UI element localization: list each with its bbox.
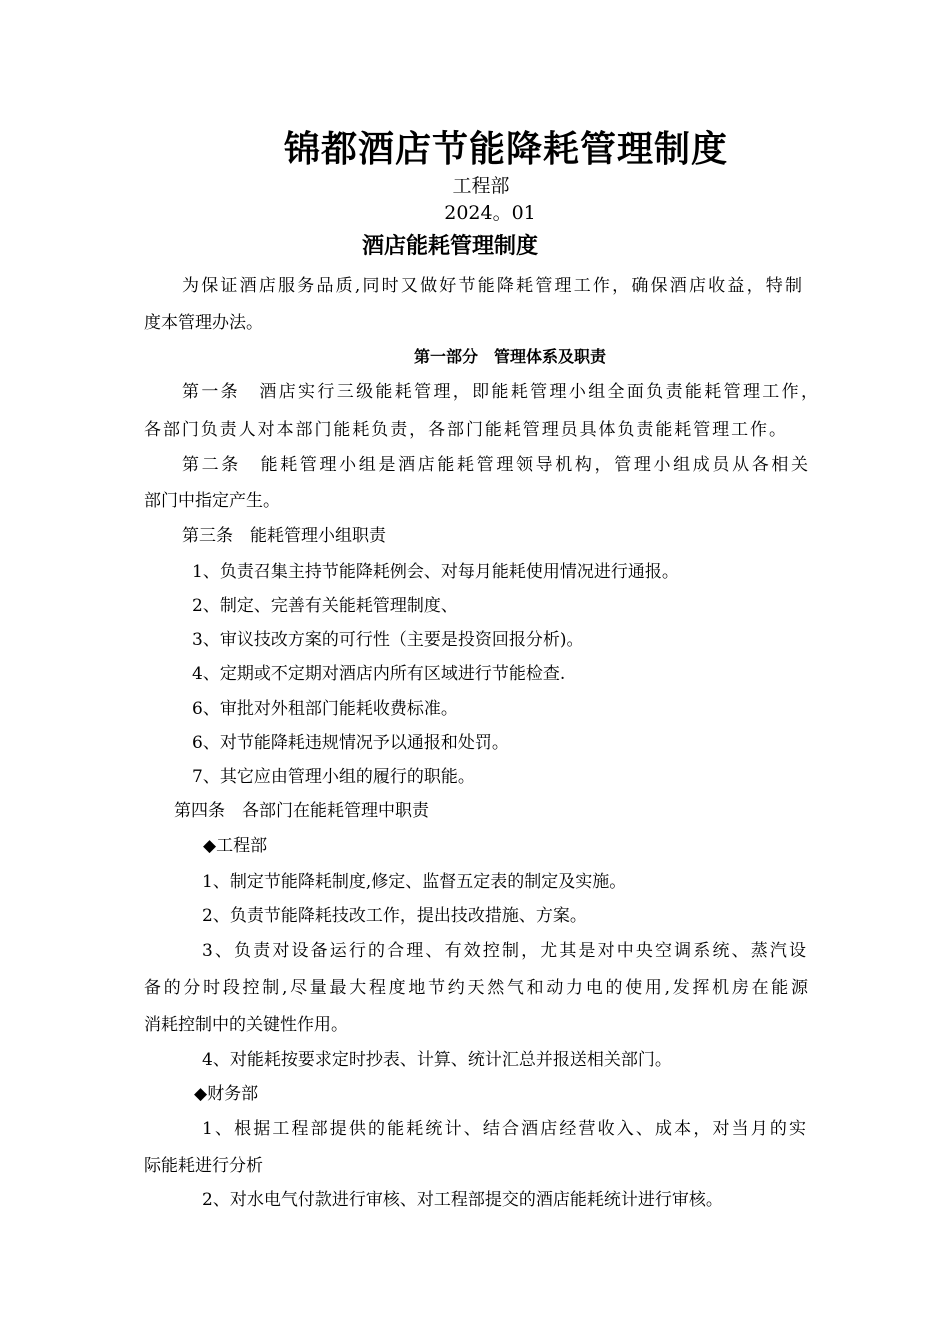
finance-item: 1、根据工程部提供的能耗统计、结合酒店经营收入、成本，对当月的实 [202,1119,806,1139]
document-title: 锦都酒店节能降耗管理制度 [283,129,728,170]
engineering-item: 3、负责对设备运行的合理、有效控制，尤其是对中央空调系统、蒸汽设 [202,941,806,961]
article2-line-2: 部门中指定产生。 [144,491,280,511]
article3-item: 6、审批对外租部门能耗收费标准。 [192,699,458,719]
finance-heading: ◆财务部 [194,1084,259,1104]
article3-item: 1、负责召集主持节能降耗例会、对每月能耗使用情况进行通报。 [192,562,679,582]
article4-heading: 第四条 各部门在能耗管理中职责 [174,801,429,821]
finance-item-continued: 际能耗进行分析 [144,1156,263,1176]
article3-item: 3、审议技改方案的可行性（主要是投资回报分析)。 [192,630,584,650]
article1-line-2: 各部门负责人对本部门能耗负责，各部门能耗管理员具体负责能耗管理工作。 [144,420,786,440]
article2-line-1: 第二条 能耗管理小组是酒店能耗管理领导机构，管理小组成员从各相关 [182,455,808,475]
article3-item: 6、对节能降耗违规情况予以通报和处罚。 [192,733,509,753]
article3-item: 4、定期或不定期对酒店内所有区域进行节能检查. [192,664,566,684]
part1-heading: 第一部分 管理体系及职责 [413,347,606,366]
intro-line-1: 为保证酒店服务品质,同时又做好节能降耗管理工作，确保酒店收益，特制 [182,276,802,296]
document-date: 2024。01 [444,202,536,224]
engineering-item: 4、对能耗按要求定时抄表、计算、统计汇总并报送相关部门。 [202,1050,672,1070]
engineering-item-continued: 消耗控制中的关键性作用。 [144,1015,348,1035]
engineering-item: 2、负责节能降耗技改工作，提出技改措施、方案。 [202,906,587,926]
department-label: 工程部 [452,175,510,197]
document-subtitle: 酒店能耗管理制度 [361,234,538,259]
engineering-item-continued: 备的分时段控制,尽量最大程度地节约天然气和动力电的使用,发挥机房在能源 [144,978,808,998]
article3-heading: 第三条 能耗管理小组职责 [182,526,386,546]
engineering-item: 1、制定节能降耗制度,修定、监督五定表的制定及实施。 [202,872,627,892]
article3-item: 7、其它应由管理小组的履行的职能。 [192,767,475,787]
finance-item: 2、对水电气付款进行审核、对工程部提交的酒店能耗统计进行审核。 [202,1190,723,1210]
article3-item: 2、制定、完善有关能耗管理制度、 [192,596,458,616]
engineering-heading: ◆工程部 [203,836,268,856]
article1-line-1: 第一条 酒店实行三级能耗管理，即能耗管理小组全面负责能耗管理工作， [182,382,818,402]
intro-line-2: 度本管理办法。 [144,313,263,333]
